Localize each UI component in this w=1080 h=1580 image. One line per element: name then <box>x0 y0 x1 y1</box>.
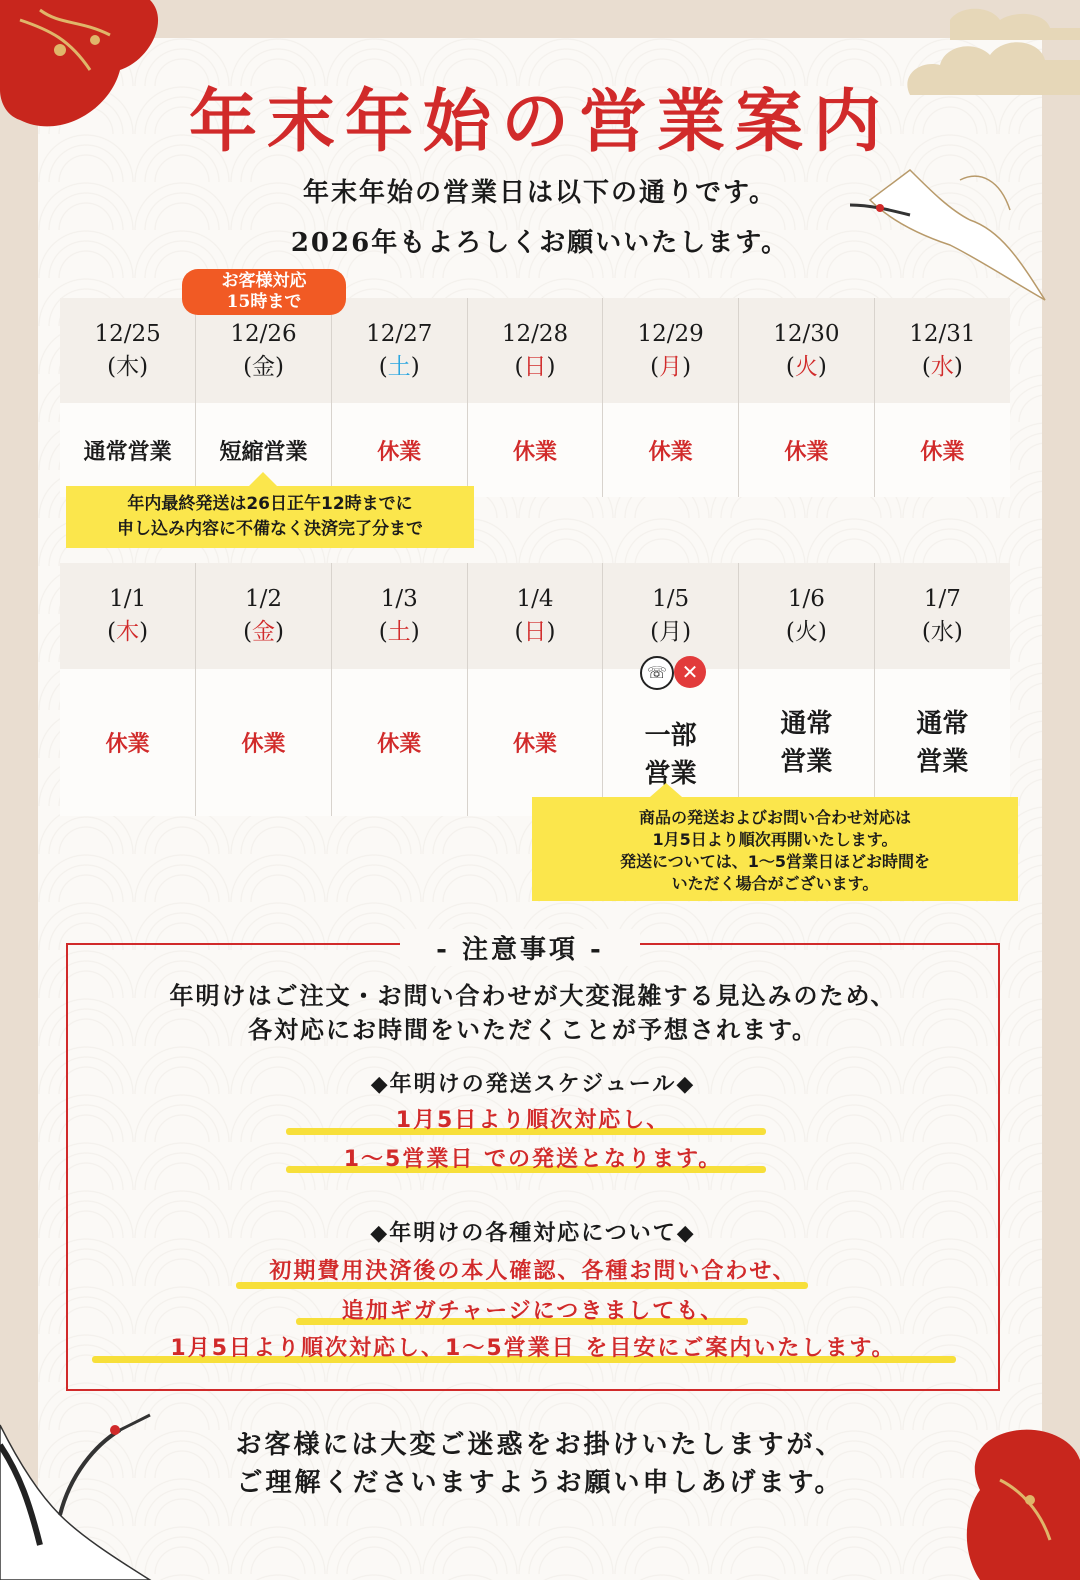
support-line-3: 1月5日より順次対応し、1～5営業日 を目安にご案内いたします。 <box>170 1336 896 1361</box>
note-line-1: 年内最終発送は26日正午12時までに <box>127 494 413 514</box>
date-cell: 1/5 (月) <box>603 563 739 669</box>
note-line-2: 1月5日より順次再開いたします。 <box>652 830 898 849</box>
note-line-4: いただく場合がございます。 <box>671 874 879 893</box>
status-cell: 休業 <box>331 669 467 816</box>
badge-line-1: お客様対応 <box>221 271 307 291</box>
calendar-header-row <box>60 563 1010 669</box>
status-cell: 通常 営業 <box>874 669 1010 816</box>
date-cell: 1/2 (金) <box>196 563 332 669</box>
date-cell: 12/29 (月) <box>603 298 739 403</box>
closing-line-1: お客様には大変ご迷惑をお掛けいたしますが、 <box>235 1430 845 1460</box>
closing-line-2: ご理解くださいますようお願い申しあげます。 <box>236 1468 844 1498</box>
status-cell: 休業 <box>603 403 739 497</box>
date-cell: 12/25 (木) <box>60 298 196 403</box>
shipping-schedule-line-2: 1～5営業日 での発送となります。 <box>343 1147 723 1172</box>
notice-line-1: 年明けはご注文・お問い合わせが大変混雑する見込みのため、 <box>169 982 897 1010</box>
date-cell: 12/27 (土) <box>331 298 467 403</box>
calendar-january <box>60 563 1010 816</box>
status-cell: 休業 <box>467 669 603 816</box>
support-line-1: 初期費用決済後の本人確認、各種お問い合わせ、 <box>269 1259 797 1284</box>
note-line-3: 発送については、1～5営業日ほどお時間を <box>620 852 930 871</box>
note-line-2: 申し込み内容に不備なく決済完了分まで <box>117 519 423 539</box>
status-cell: 短縮営業 <box>196 403 332 497</box>
status-cell: 休業 <box>196 669 332 816</box>
resume-note <box>532 797 1018 901</box>
short-hours-badge <box>182 269 346 315</box>
crane-illustration-bottom-left <box>0 1385 160 1580</box>
phone-icon: ☏ <box>640 656 674 690</box>
date-cell: 1/1 (木) <box>60 563 196 669</box>
status-cell: 休業 <box>331 403 467 497</box>
calendar-december <box>60 298 1010 497</box>
badge-line-2: 15時まで <box>226 292 302 312</box>
status-cell: 休業 <box>60 669 196 816</box>
note-line-1: 商品の発送およびお問い合わせ対応は <box>638 808 911 827</box>
date-cell: 12/30 (火) <box>739 298 875 403</box>
calendar-status-row <box>60 669 1010 816</box>
page-title: 年末年始の営業案内 <box>188 82 891 162</box>
support-heading: ◆年明けの各種対応について◆ <box>370 1221 696 1246</box>
date-cell: 12/31 (水) <box>874 298 1010 403</box>
close-icon: ✕ <box>674 656 706 688</box>
status-cell: 通常営業 <box>60 403 196 497</box>
shipping-schedule-heading: ◆年明けの発送スケジュール◆ <box>370 1072 696 1097</box>
notice-line-2: 各対応にお時間をいただくことが予想されます。 <box>247 1016 819 1044</box>
date-cell: 12/26 (金) <box>196 298 332 403</box>
shipping-schedule-line-1: 1月5日より順次対応し、 <box>395 1108 671 1133</box>
date-cell: 1/3 (土) <box>331 563 467 669</box>
phone-unavailable-indicator <box>640 656 710 688</box>
status-cell: 一部 営業 <box>603 669 739 816</box>
last-shipping-note <box>66 486 474 548</box>
date-cell: 1/6 (火) <box>739 563 875 669</box>
status-cell: 休業 <box>467 403 603 497</box>
date-cell: 12/28 (日) <box>467 298 603 403</box>
flower-illustration-bottom-right <box>960 1420 1080 1580</box>
support-line-2: 追加ギガチャージにつきましても、 <box>341 1299 725 1324</box>
status-cell: 通常 営業 <box>739 669 875 816</box>
status-cell: 休業 <box>874 403 1010 497</box>
intro-line-2: 2026年もよろしくお願いいたします。 <box>290 228 790 258</box>
date-cell: 1/4 (日) <box>467 563 603 669</box>
status-cell: 休業 <box>739 403 875 497</box>
intro-line-1: 年末年始の営業日は以下の通りです。 <box>303 178 777 208</box>
notice-title: - 注意事項 - <box>400 929 640 966</box>
calendar-status-row <box>60 403 1010 497</box>
date-cell: 1/7 (水) <box>874 563 1010 669</box>
